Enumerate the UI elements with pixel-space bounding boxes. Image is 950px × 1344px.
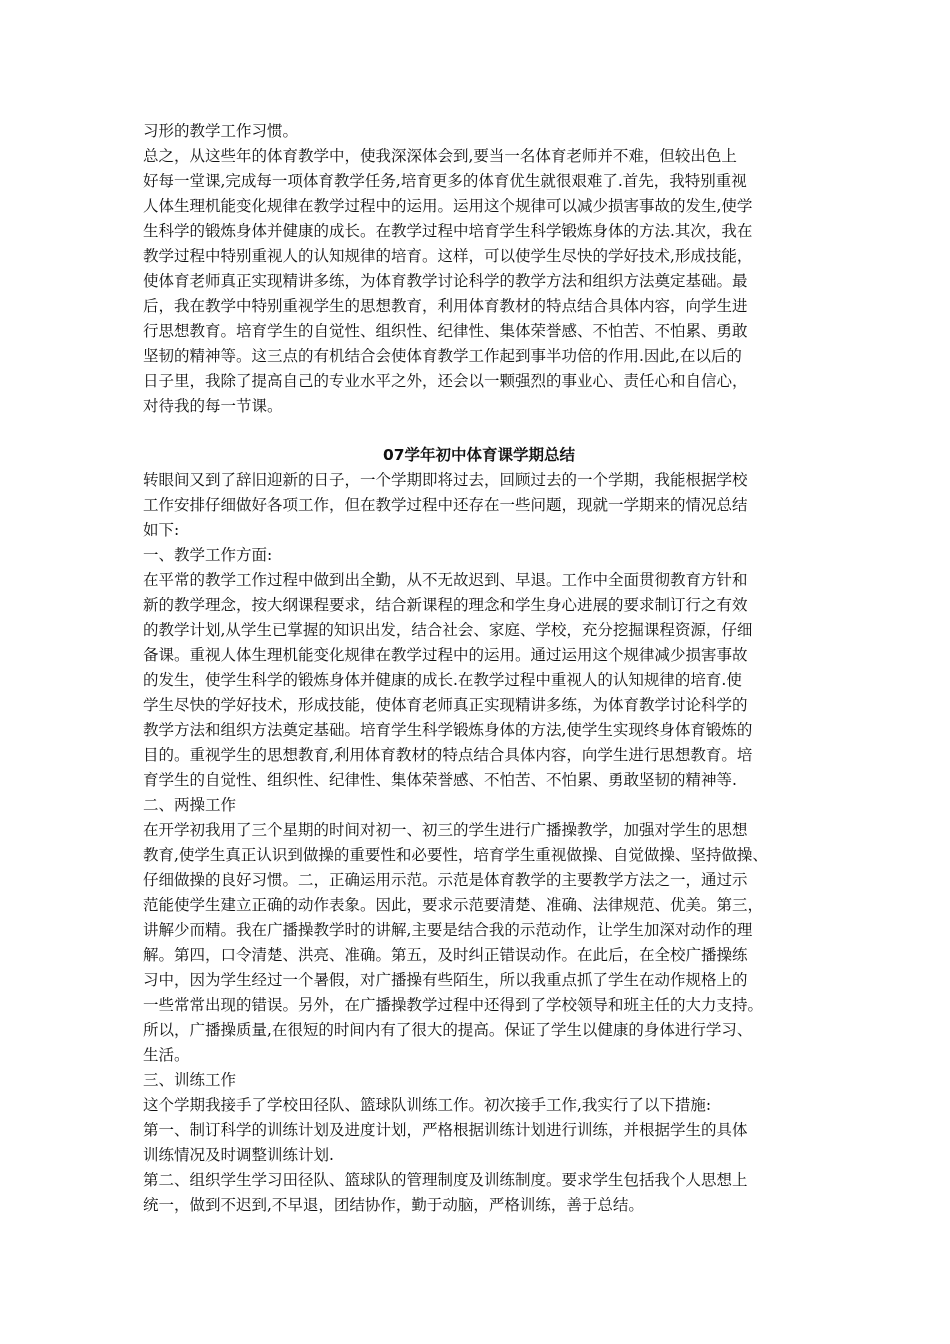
paragraph-line: 后，我在教学中特别重视学生的思想教育，利用体育教材的特点结合具体内容，向学生进 [143, 297, 748, 315]
paragraph-line: 在开学初我用了三个星期的时间对初一、初三的学生进行广播操教学，加强对学生的思想 [143, 821, 748, 839]
paragraph-line: 备课。重视人体生理机能变化规律在教学过程中的运用。通过运用这个规律减少损害事故 [143, 646, 748, 664]
paragraph-line: 如下: [143, 521, 180, 539]
paragraph-line: 习形的教学工作习惯。 [143, 122, 299, 140]
paragraph-line: 在平常的教学工作过程中做到出全勤，从不无故迟到、早退。工作中全面贯彻教育方针和 [143, 571, 748, 589]
paragraph-line: 讲解少而精。我在广播操教学时的讲解,主要是结合我的示范动作，让学生加深对动作的理 [143, 921, 753, 939]
paragraph-line: 生科学的锻炼身体并健康的成长。在教学过程中培育学生科学锻炼身体的方法.其次，我在 [143, 222, 753, 240]
paragraph-line: 习中，因为学生经过一个暑假，对广播操有些陌生，所以我重点抓了学生在动作规格上的 [143, 971, 748, 989]
paragraph-line: 工作安排仔细做好各项工作，但在教学过程中还存在一些问题，现就一学期来的情况总结 [143, 496, 748, 514]
paragraph-line: 目的。重视学生的思想教育,利用体育教材的特点结合具体内容，向学生进行思想教育。培 [143, 746, 753, 764]
paragraph-line: 转眼间又到了辞旧迎新的日子，一个学期即将过去，回顾过去的一个学期，我能根据学校 [143, 471, 748, 489]
paragraph-line: 新的教学理念，按大纲课程要求，结合新课程的理念和学生身心进展的要求制订行之有效 [143, 596, 748, 614]
paragraph-line: 使体育老师真正实现精讲多练，为体育教学讨论科学的教学方法和组织方法奠定基础。最 [143, 272, 748, 290]
paragraph-line: 这个学期我接手了学校田径队、篮球队训练工作。初次接手工作,我实行了以下措施: [143, 1096, 712, 1114]
section-spacer [143, 419, 815, 443]
paragraph-line: 日子里，我除了提高自己的专业水平之外，还会以一颗强烈的事业心、责任心和自信心， [143, 372, 748, 390]
paragraph-line: 所以，广播操质量,在很短的时间内有了很大的提高。保证了学生以健康的身体进行学习、 [143, 1021, 753, 1039]
paragraph-line: 好每一堂课,完成每一项体育教学任务,培育更多的体育优生就很艰难了.首先，我特别重视 [143, 172, 747, 190]
section-heading: 三、训练工作 [143, 1071, 237, 1089]
paragraph-line: 学生尽快的学好技术，形成技能，使体育老师真正实现精讲多练，为体育教学讨论科学的 [143, 696, 748, 714]
paragraph-line: 人体生理机能变化规律在教学过程中的运用。运用这个规律可以减少损害事故的发生,使学 [143, 197, 753, 215]
paragraph-line: 对待我的每一节课。 [143, 397, 283, 415]
paragraph-line: 的教学计划,从学生已掌握的知识出发，结合社会、家庭、学校，充分挖掘课程资源，仔细 [143, 621, 753, 639]
paragraph-line: 解。第四，口令清楚、洪亮、准确。第五，及时纠正错误动作。在此后，在全校广播操练 [143, 946, 748, 964]
document-page [143, 119, 815, 1218]
paragraph-line: 第二、组织学生学习田径队、篮球队的管理制度及训练制度。要求学生包括我个人思想上 [143, 1171, 748, 1189]
paragraph-line: 教育,使学生真正认识到做操的重要性和必要性，培育学生重视做操、自觉做操、坚持做操、 [143, 846, 768, 864]
paragraph-line: 仔细做操的良好习惯。二，正确运用示范。示范是体育教学的主要教学方法之一，通过示 [143, 871, 748, 889]
document-title: 07学年初中体育课学期总结 [382, 446, 576, 464]
paragraph-line: 范能使学生建立正确的动作表象。因此，要求示范要清楚、准确、法律规范、优美。第三， [143, 896, 764, 914]
paragraph-line: 的发生，使学生科学的锻炼身体并健康的成长.在教学过程中重视人的认知规律的培育.使 [143, 671, 742, 689]
paragraph-line: 统一，做到不迟到,不早退，团结协作，勤于动脑，严格训练，善于总结。 [143, 1196, 644, 1214]
paragraph-line: 行思想教育。培育学生的自觉性、组织性、纪律性、集体荣誉感、不怕苦、不怕累、勇敢 [143, 322, 748, 340]
paragraph-line: 训练情况及时调整训练计划. [143, 1146, 334, 1164]
paragraph-line: 育学生的自觉性、组织性、纪律性、集体荣誉感、不怕苦、不怕累、勇敢坚韧的精神等. [143, 771, 737, 789]
summary-section [143, 468, 815, 1218]
paragraph-line: 总之，从这些年的体育教学中，使我深深体会到,要当一名体育老师并不难，但较出色上 [143, 147, 737, 165]
paragraph-line: 一些常常出现的错误。另外，在广播操教学过程中还得到了学校领导和班主任的大力支持。 [143, 996, 764, 1014]
paragraph-line: 生活。 [143, 1046, 190, 1064]
paragraph-line: 坚韧的精神等。这三点的有机结合会使体育教学工作起到事半功倍的作用.因此,在以后的 [143, 347, 742, 365]
paragraph-line: 教学方法和组织方法奠定基础。培育学生科学锻炼身体的方法,使学生实现终身体育锻炼的 [143, 721, 753, 739]
intro-section [143, 119, 815, 419]
paragraph-line: 教学过程中特别重视人的认知规律的培育。这样，可以使学生尽快的学好技术,形成技能， [143, 247, 753, 265]
section-heading: 二、两操工作 [143, 796, 237, 814]
section-heading: 一、教学工作方面: [143, 546, 273, 564]
paragraph-line: 第一、制订科学的训练计划及进度计划，严格根据训练计划进行训练，并根据学生的具体 [143, 1121, 748, 1139]
